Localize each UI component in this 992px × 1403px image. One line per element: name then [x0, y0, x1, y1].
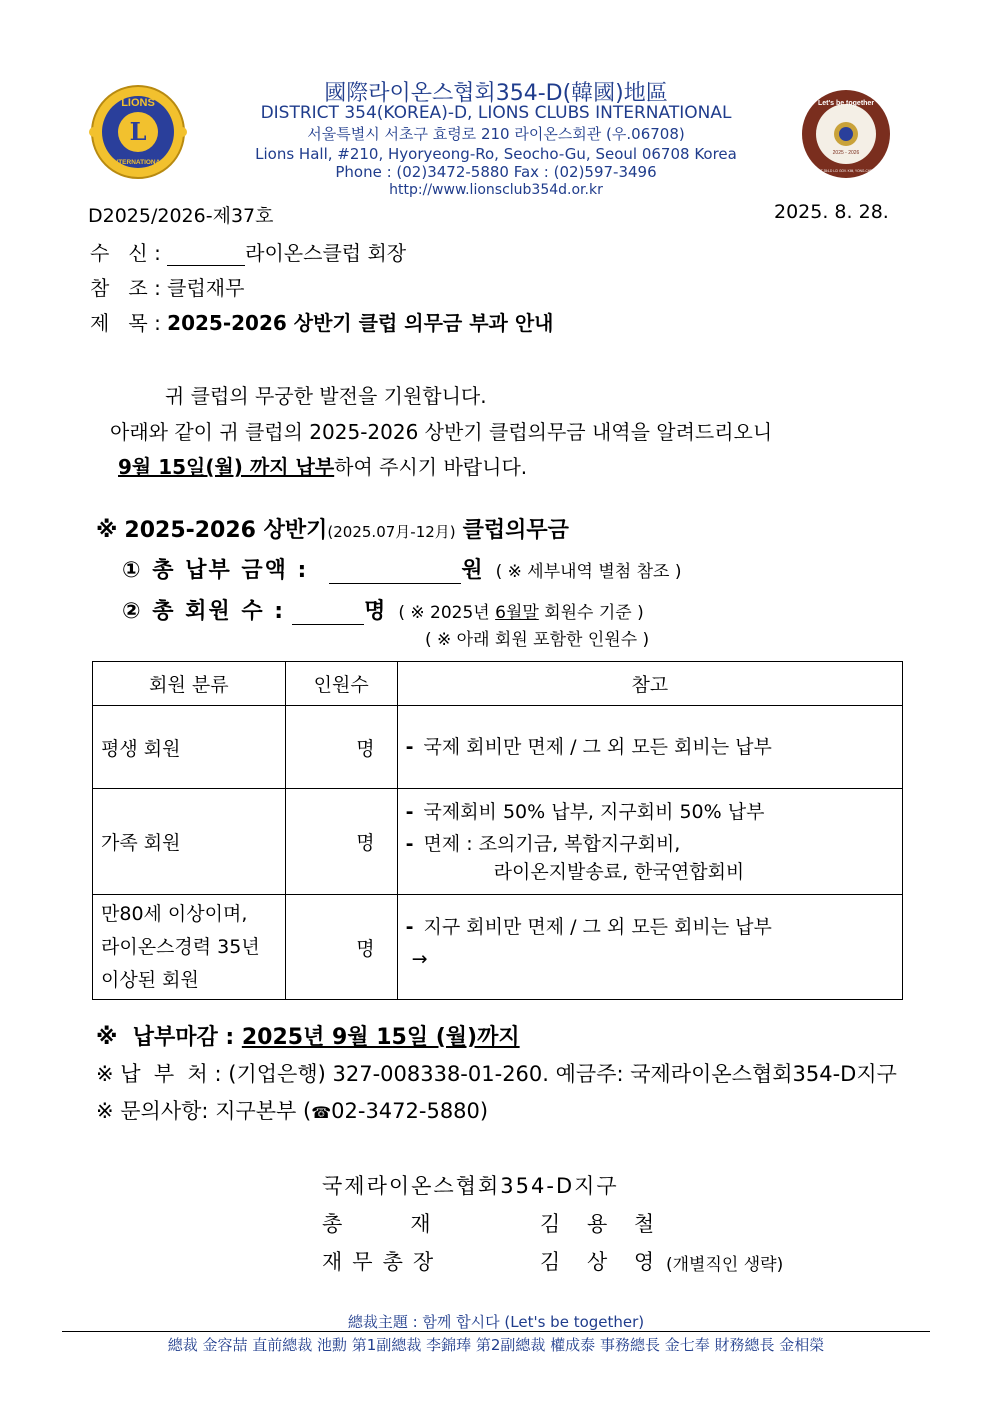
total-members-note	[398, 603, 643, 623]
note-text: 지구 회비만 면제 / 그 외 모든 회비는 납부	[423, 916, 772, 938]
category-text: 가족 회원	[101, 832, 181, 854]
members-note-post: 회원수 기준 )	[538, 603, 644, 623]
payment-deadline-line	[96, 1020, 520, 1051]
payment-deadline-label: ※ 납부마감 :	[96, 1025, 242, 1050]
total-amount-line	[122, 553, 682, 584]
reference-line	[90, 272, 244, 301]
total-members-label: ② 총 회원 수 :	[122, 599, 286, 624]
district-title: 國際라이온스협회354-D(韓國)地區	[324, 81, 668, 106]
row-count[interactable]: 명	[285, 706, 397, 789]
total-members-unit: 명	[364, 599, 386, 624]
total-amount-blank[interactable]	[329, 563, 461, 584]
website-url[interactable]: http://www.lionsclub354d.or.kr	[389, 182, 603, 198]
note-text: 면제 : 조의기금, 복합지구회비,	[423, 832, 681, 855]
arrow-icon: →	[411, 948, 428, 970]
category-text: 평생 회원	[101, 737, 181, 760]
contact-value-pre: 지구본부 (	[215, 1099, 312, 1123]
table-row	[93, 706, 903, 789]
members-note-pre: ( ※ 2025년	[398, 603, 496, 623]
member-category-table	[92, 661, 903, 1000]
deadline-emphasis: 9월 15일(월) 까지 납부	[118, 455, 335, 479]
total-members-note-2: ( ※ 아래 회원 포함한 인원수 )	[425, 630, 650, 650]
section-mark: ※	[96, 518, 118, 543]
address-korean: 서울특별시 서초구 효령로 210 라이온스회관 (우.06708)	[307, 125, 685, 143]
body-line-3-rest: 하여 주시기 바랍니다.	[334, 455, 528, 479]
reference-value: 클럽재무	[167, 276, 245, 300]
lions-logo-bottom: INTERNATIONAL	[111, 159, 165, 166]
governor-seal-logo	[800, 88, 892, 180]
table-header-notes: 참고	[397, 662, 902, 706]
body-line-3	[110, 451, 527, 480]
row-count[interactable]: 명	[285, 789, 397, 895]
subject-value: 2025-2026 상반기 클럽 의무금 부과 안내	[167, 311, 554, 335]
section-title-tail: 클럽의무금	[462, 518, 569, 543]
footer-motto: 總裁主題 : 함께 합시다 (Let's be together)	[347, 1313, 645, 1331]
lions-logo-letter: L	[129, 117, 147, 146]
body-line-2: 아래와 같이 귀 클럽의 2025-2026 상반기 클럽의무금 내역을 알려드리오니	[110, 420, 773, 444]
row-category	[93, 895, 286, 1000]
table-header-category: 회원 분류	[93, 662, 286, 706]
row-count[interactable]: 명	[285, 895, 397, 1000]
document-number: D2025/2026-제37호	[88, 205, 274, 227]
lions-logo-top: LIONS	[121, 97, 155, 109]
treasurer-name: 김 상 영	[540, 1250, 665, 1274]
reference-label: 참 조 :	[90, 276, 161, 300]
note-text-continued: 라이온지발송료, 한국연합회비	[493, 860, 745, 883]
treasurer-note: (개별직인 생략)	[666, 1255, 784, 1275]
members-note-underlined: 6월말	[495, 603, 539, 623]
row-category	[93, 706, 286, 789]
section-title: 2025-2026 상반기	[124, 518, 328, 543]
address-english: Lions Hall, #210, Hyoryeong-Ro, Seocho-Gu, Seoul 06708 Korea	[255, 145, 737, 163]
row-category	[93, 789, 286, 895]
table-row	[93, 789, 903, 895]
contact-line	[96, 1095, 488, 1125]
recipient-suffix: 라이온스클럽 회장	[245, 241, 407, 265]
signature-org: 국제라이온스협회354-D지구	[322, 1174, 619, 1198]
payment-account-label: ※ 납 부 처 :	[96, 1062, 222, 1086]
contact-label: ※ 문의사항:	[96, 1099, 209, 1123]
governor-name: 김 용 철	[540, 1212, 665, 1236]
note-text: 국제회비 50% 납부, 지구회비 50% 납부	[423, 800, 765, 823]
payment-account-line	[96, 1058, 897, 1088]
recipient-label: 수 신 :	[90, 241, 161, 265]
total-members-blank[interactable]	[292, 604, 364, 625]
row-notes: - 국제 회비만 면제 / 그 외 모든 회비는 납부	[397, 706, 902, 789]
total-amount-note: ( ※ 세부내역 별첨 참조 )	[495, 562, 682, 582]
subject-label: 제 목 :	[90, 311, 161, 335]
recipient-blank[interactable]	[167, 245, 245, 266]
payment-deadline-value: 2025년 9월 15일 (월)까지	[241, 1025, 520, 1050]
table-header-row	[93, 662, 903, 706]
table-row	[93, 895, 903, 1000]
total-amount-unit: 원	[461, 558, 483, 583]
total-members-line	[122, 594, 644, 625]
table-header-count: 인원수	[285, 662, 397, 706]
phone-fax: Phone : (02)3472-5880 Fax : (02)597-3496	[335, 163, 657, 181]
section-heading	[96, 513, 569, 544]
category-text: 라이온스경력 35년	[101, 935, 260, 958]
seal-top-text: Let's be together	[817, 100, 875, 107]
row-notes: - 국제회비 50% 납부, 지구회비 50% 납부 - 면제 : 조의기금, 복합지구회비, 라이온지발송료, 한국연합회비	[397, 789, 902, 895]
phone-icon: ☎	[311, 1103, 332, 1122]
document-date: 2025. 8. 28.	[774, 201, 889, 223]
footer-divider	[62, 1331, 930, 1332]
greeting-text: 귀 클럽의 무궁한 발전을 기원합니다.	[165, 384, 487, 408]
seal-year-text: 2025 - 2026	[832, 150, 860, 156]
category-text: 이상된 회원	[101, 968, 199, 991]
note-text: 국제 회비만 면제 / 그 외 모든 회비는 납부	[423, 736, 772, 758]
payment-account-value: (기업은행) 327-008338-01-260. 예금주: 국제라이온스협회354-D지구	[228, 1062, 897, 1086]
category-text: 만80세 이상이며,	[101, 902, 248, 925]
district-english-name: DISTRICT 354(KOREA)-D, LIONS CLUBS INTERNATIONAL	[260, 103, 732, 123]
footer-officers: 總裁 金容喆 直前總裁 池勳 第1副總裁 李錦琫 第2副總裁 權成泰 事務總長 金七奉 財務總長 金相榮	[167, 1336, 825, 1354]
section-period: (2025.07月-12月)	[327, 523, 456, 541]
seal-side-text: DIST 354-D LCI GOV. KIM, YONG-CHEOL	[815, 169, 877, 173]
treasurer-title: 재무총장	[322, 1250, 444, 1274]
subject-line	[90, 307, 553, 336]
row-notes: - 지구 회비만 면제 / 그 외 모든 회비는 납부 →	[397, 895, 902, 1000]
contact-value: 02-3472-5880)	[331, 1099, 489, 1123]
governor-title: 총 재	[322, 1212, 435, 1236]
total-amount-label: ① 총 납부 금액 :	[122, 558, 309, 583]
recipient-line	[90, 237, 406, 266]
